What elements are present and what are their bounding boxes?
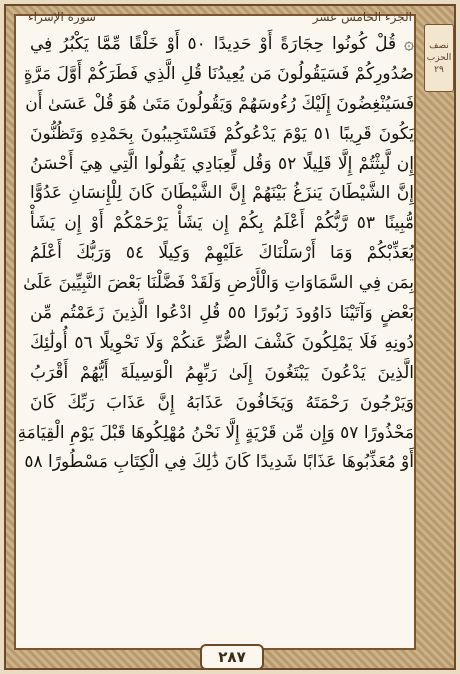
juz-title: الجزء الخامس عشر [312,10,412,24]
hizb-marker [424,24,454,92]
page-header [22,6,418,28]
hizb-marker-line1: نصف [429,41,449,51]
text-line: دُونِهِ فَلَا يَمْلِكُونَ كَشْفَ الضُّرِّ عَنكُمْ وَلَا تَحْوِيلًا ٥٦ أُولَٰئِكَ [30,332,414,353]
hizb-marker-number: ٢٩ [434,65,444,75]
page-number: ٢٨٧ [200,644,264,670]
hizb-marker-line2: الحزب [426,53,452,63]
text-line: بَعْضٍ وَآتَيْنَا دَاوُودَ زَبُورًا ٥٥ قُلِ ادْعُوا الَّذِينَ زَعَمْتُم مِّن [30,303,414,324]
text-line: مُّبِينًا ٥٣ رَّبُّكُمْ أَعْلَمُ بِكُمْ إِن يَشَأْ يَرْحَمْكُمْ أَوْ إِن يَشَأْ [30,213,414,234]
text-line: الَّذِينَ يَدْعُونَ يَبْتَغُونَ إِلَىٰ رَبِّهِمُ الْوَسِيلَةَ أَيُّهُمْ أَقْرَبُ [30,362,414,383]
surah-title: سورة الإسراء [28,10,96,24]
text-line: ۞ قُلْ كُونُوا حِجَارَةً أَوْ حَدِيدًا ٥٠ أَوْ خَلْقًا مِّمَّا يَكْبُرُ فِي [30,34,414,54]
text-line: يَكُونَ قَرِيبًا ٥١ يَوْمَ يَدْعُوكُمْ فَتَسْتَجِيبُونَ بِحَمْدِهِ وَتَظُنُّونَ [30,123,414,144]
text-line: وَيَرْجُونَ رَحْمَتَهُ وَيَخَافُونَ عَذَابَهُ إِنَّ عَذَابَ رَبِّكَ كَانَ [30,392,414,413]
text-line: يُعَذِّبْكُمْ وَمَا أَرْسَلْنَاكَ عَلَيْهِمْ وَكِيلًا ٥٤ وَرَبُّكَ أَعْلَمُ [30,243,415,264]
text-line: فَسَيُنْغِضُونَ إِلَيْكَ رُءُوسَهُمْ وَيَقُولُونَ مَتَىٰ هُوَ قُلْ عَسَىٰ أَن [25,93,414,114]
text-line: مَحْذُورًا ٥٧ وَإِن مِّن قَرْيَةٍ إِلَّا نَحْنُ مُهْلِكُوهَا قَبْلَ يَوْمِ الْقِيَامَةِ [17,422,414,443]
text-line: إِن لَّبِثْتُمْ إِلَّا قَلِيلًا ٥٢ وَقُل لِّعِبَادِي يَقُولُوا الَّتِي هِيَ أَحْسَنُ [30,153,414,174]
verse-text-block [17,30,415,628]
text-line: أَوْ مُعَذِّبُوهَا عَذَابًا شَدِيدًا كَانَ ذَٰلِكَ فِي الْكِتَابِ مَسْطُورًا ٥٨ [24,452,414,473]
text-line: إِنَّ الشَّيْطَانَ يَنزَغُ بَيْنَهُمْ إِنَّ الشَّيْطَانَ كَانَ لِلْإِنسَانِ عَدُوًّا [30,183,414,204]
text-line: صُدُورِكُمْ فَسَيَقُولُونَ مَن يُعِيدُنَا قُلِ الَّذِي فَطَرَكُمْ أَوَّلَ مَرَّةٍ [23,63,414,84]
text-line: بِمَن فِي السَّمَاوَاتِ وَالْأَرْضِ وَلَقَدْ فَضَّلْنَا بَعْضَ النَّبِيِّينَ عَلَىٰ [23,273,414,294]
